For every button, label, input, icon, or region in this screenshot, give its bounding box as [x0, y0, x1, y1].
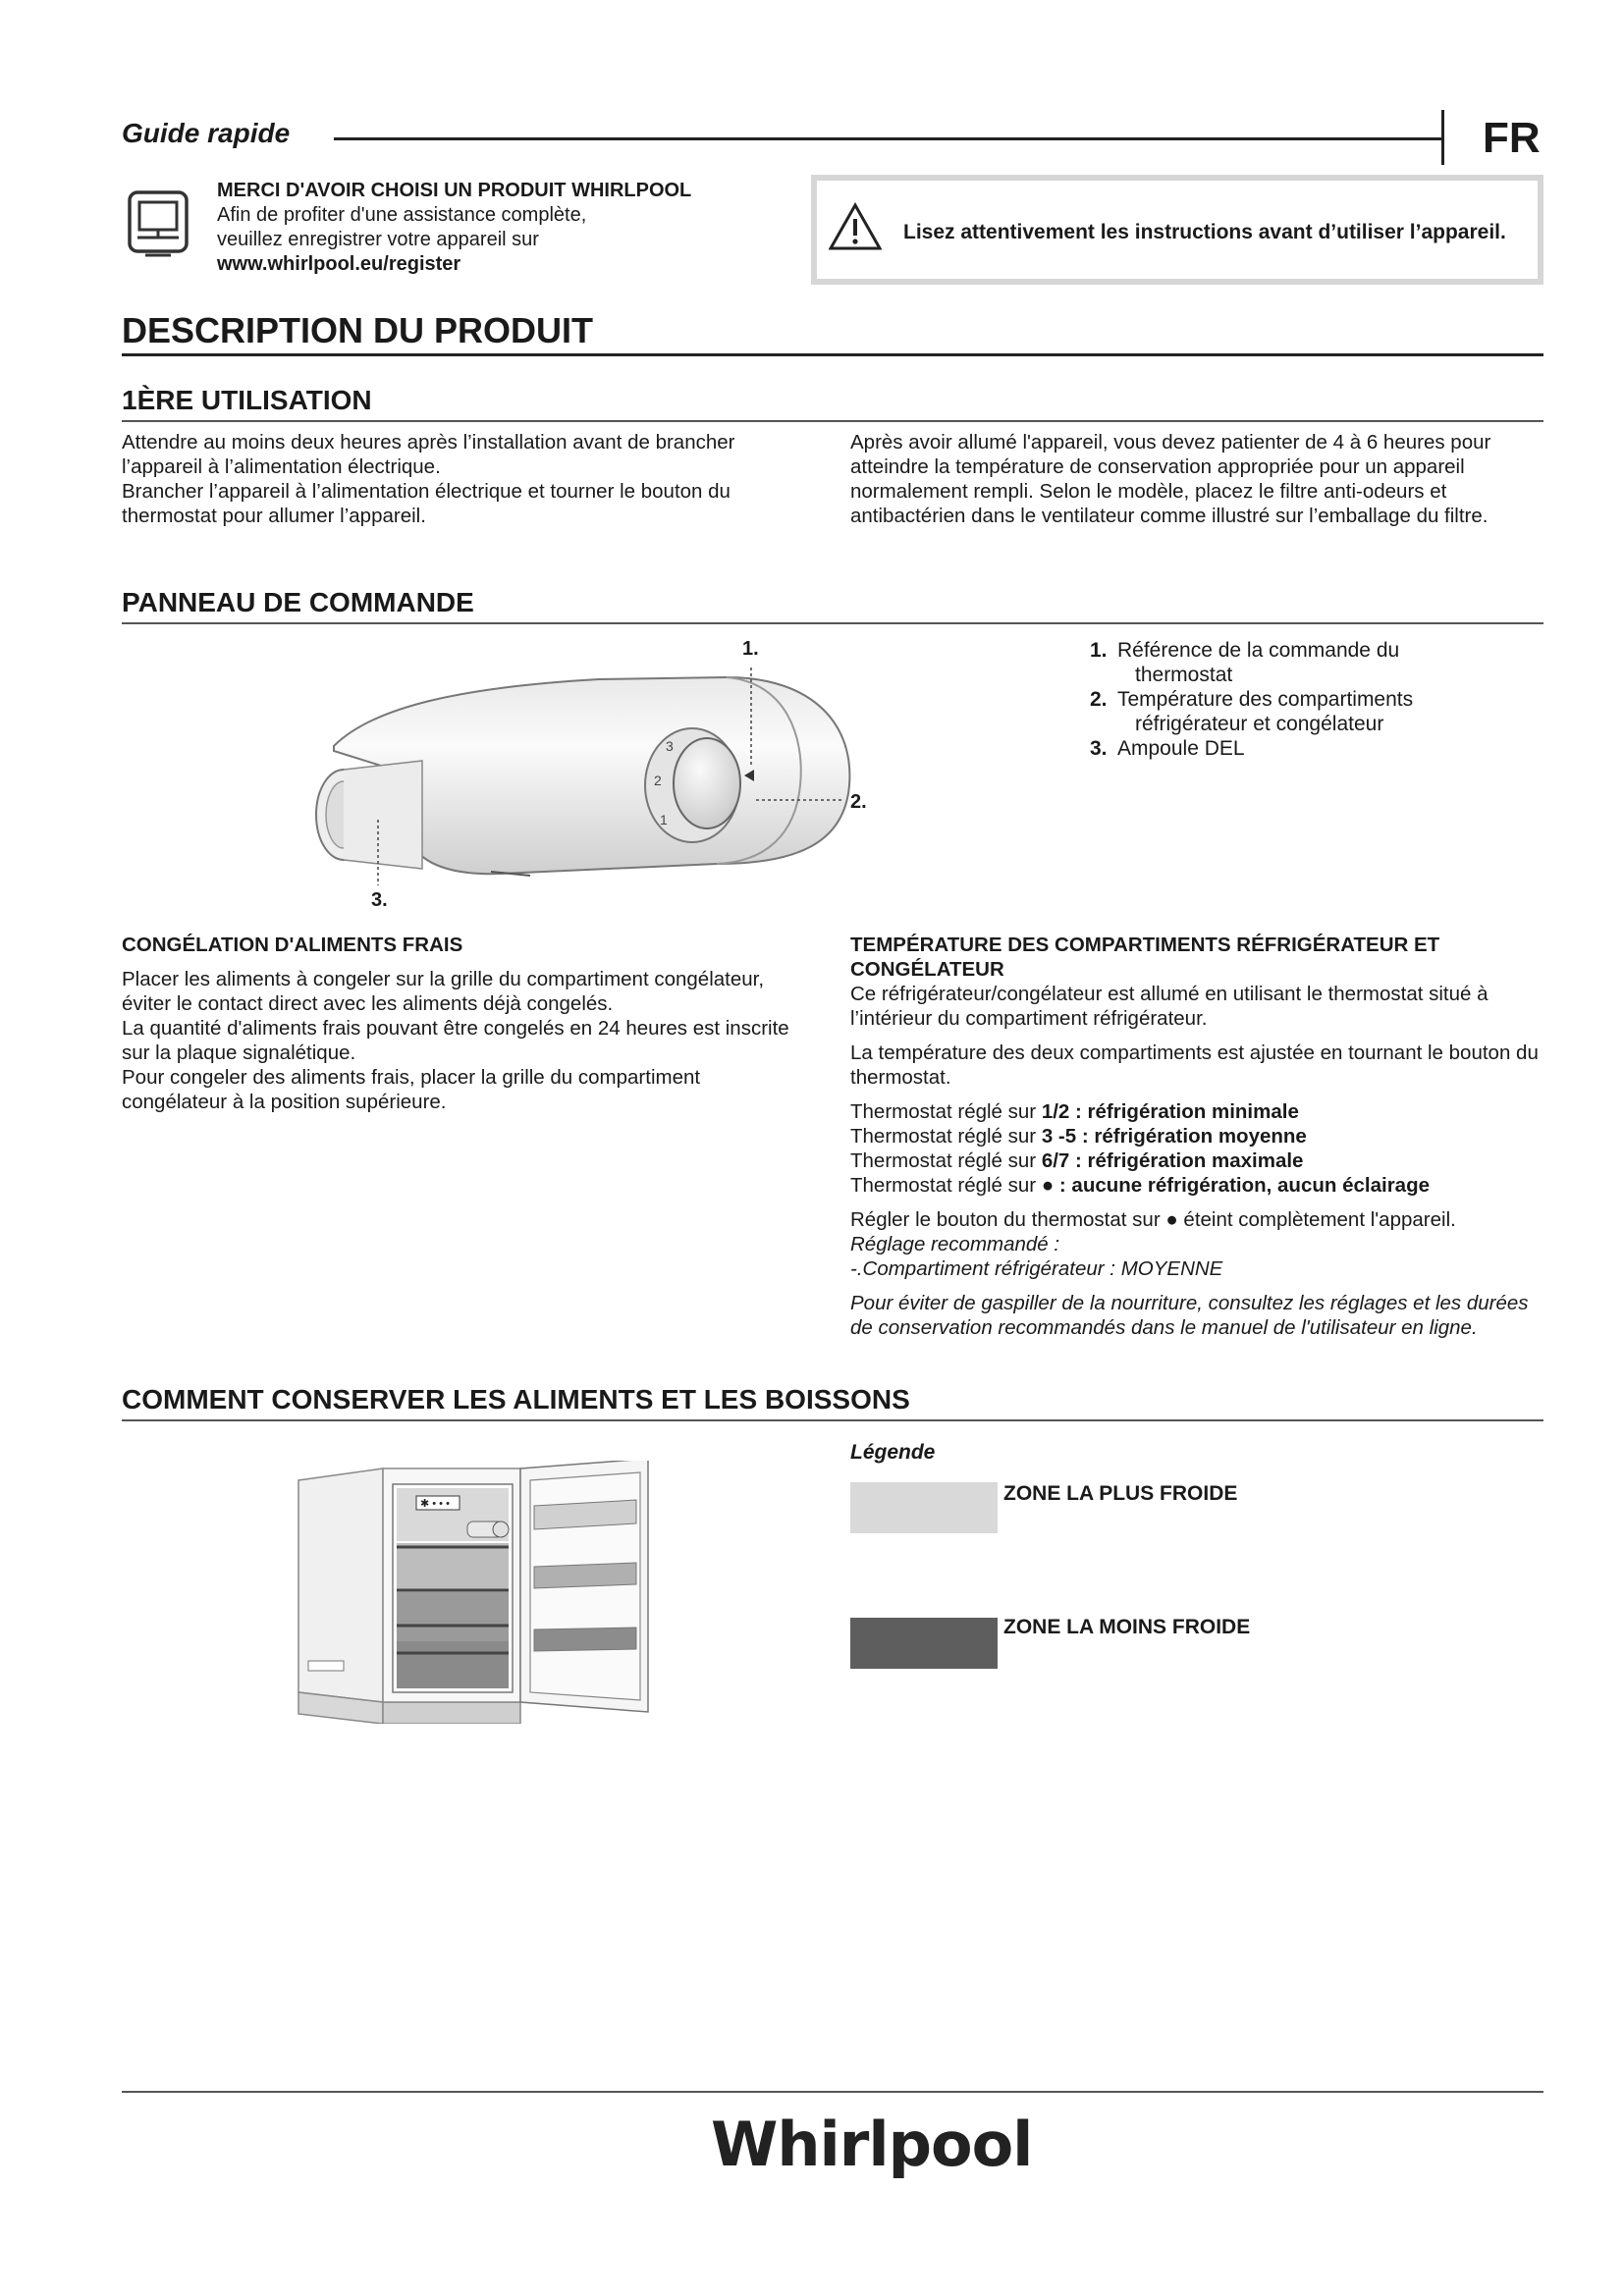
- monitor-icon: [128, 190, 189, 259]
- first-use-left: [122, 430, 809, 528]
- guide-title: Guide rapide: [122, 118, 291, 148]
- register-heading: MERCI D'AVOIR CHOISI UN PRODUIT WHIRLPOOL: [217, 180, 692, 201]
- whirlpool-logo: Whirlpool: [711, 2109, 1033, 2180]
- recommended-setting: Réglage recommandé :: [850, 1233, 1060, 1255]
- setting-1: Thermostat réglé sur 1/2 : réfrigération minimale: [850, 1100, 1299, 1123]
- language-code: FR: [1483, 114, 1541, 162]
- register-line-2: Afin de profiter d'une assistance complète,: [217, 204, 587, 226]
- legend-item-2: 2. Température des compartiments réfrigérateur et congélateur: [1090, 688, 1414, 735]
- temperature-title: TEMPÉRATURE DES COMPARTIMENTS RÉFRIGÉRATEUR ET CONGÉLATEUR: [850, 934, 1440, 981]
- temperature-note: Pour éviter de gaspiller de la nourriture, consultez les réglages et les durées de conservation recommandés dans le manuel de l'utilisateur en ligne.: [850, 1292, 1529, 1339]
- temperature-p2: La température des deux compartiments est ajustée en tournant le bouton du thermostat.: [850, 1041, 1539, 1089]
- description-rule: [122, 353, 1543, 356]
- temperature-p3: Régler le bouton du thermostat sur ● éteint complètement l'appareil.: [850, 1208, 1456, 1231]
- first-use-left-p2: Brancher l’appareil à l’alimentation électrique et tourner le bouton du thermostat pour allumer l’appareil.: [122, 480, 731, 527]
- register-line-3: veuillez enregistrer votre appareil sur: [217, 229, 539, 250]
- setting-2: Thermostat réglé sur 3 -5 : réfrigération moyenne: [850, 1125, 1307, 1148]
- first-use-rule: [122, 420, 1543, 422]
- control-panel-title: PANNEAU DE COMMANDE: [122, 587, 474, 617]
- coldest-zone-label: ZONE LA PLUS FROIDE: [1003, 1482, 1238, 1505]
- callout-2: 2.: [850, 791, 867, 813]
- header-rule: [334, 137, 1441, 140]
- least-cold-zone-swatch: [850, 1618, 998, 1669]
- setting-3: Thermostat réglé sur 6/7 : réfrigération maximale: [850, 1149, 1304, 1172]
- storage-title: COMMENT CONSERVER LES ALIMENTS ET LES BOISSONS: [122, 1384, 910, 1415]
- first-use-title: 1ÈRE UTILISATION: [122, 385, 372, 415]
- first-use-left-p1: Attendre au moins deux heures après l’installation avant de brancher l’appareil à l’alimentation électrique.: [122, 431, 735, 478]
- storage-rule: [122, 1419, 1543, 1421]
- footer-rule: [122, 2091, 1543, 2093]
- callout-1: 1.: [742, 638, 759, 660]
- warning-box: [811, 175, 1543, 285]
- warning-text: Lisez attentivement les instructions avant d’utiliser l’appareil.: [903, 221, 1506, 243]
- control-panel-illustration: [304, 628, 893, 923]
- temperature-p1: Ce réfrigérateur/congélateur est allumé en utilisant le thermostat situé à l’intérieur du compartiment réfrigérateur.: [850, 983, 1489, 1030]
- fridge-illustration: [295, 1461, 658, 1724]
- callout-3: 3.: [371, 889, 388, 911]
- control-panel-rule: [122, 622, 1543, 624]
- temperature-section: [850, 933, 1543, 1340]
- knob-mark-3: 3: [666, 738, 674, 754]
- register-text: [217, 179, 767, 277]
- header-divider: [1441, 110, 1444, 165]
- freezing-p3: Pour congeler des aliments frais, placer la grille du compartiment congélateur à la position supérieure.: [122, 1066, 701, 1113]
- legend-item-1: 1. Référence de la commande du thermostat: [1090, 639, 1400, 686]
- least-cold-zone-label: ZONE LA MOINS FROIDE: [1003, 1616, 1251, 1638]
- legend-item-3: 3. Ampoule DEL: [1090, 737, 1245, 760]
- freezing-title: CONGÉLATION D'ALIMENTS FRAIS: [122, 934, 463, 956]
- knob-mark-2: 2: [654, 773, 662, 788]
- warning-icon: [829, 202, 882, 251]
- description-title: DESCRIPTION DU PRODUIT: [122, 310, 594, 350]
- legend-title: Légende: [850, 1441, 936, 1464]
- setting-4: Thermostat réglé sur ● : aucune réfrigération, aucun éclairage: [850, 1174, 1430, 1197]
- recommended-value: -.Compartiment réfrigérateur : MOYENNE: [850, 1257, 1223, 1280]
- freezing-section: [122, 933, 809, 1114]
- register-url-link[interactable]: www.whirlpool.eu/register: [217, 253, 461, 275]
- control-panel-legend: [1090, 638, 1542, 761]
- knob-mark-1: 1: [660, 812, 668, 828]
- first-use-right: Après avoir allumé l'appareil, vous devez patienter de 4 à 6 heures pour atteindre la température de conservation appropriée pour un appareil normalement rempli. Selon le modèle, placez le filtre anti-odeurs et antibactérien dans le ventilateur comme illustré sur l’emballage du filtre.: [850, 431, 1491, 527]
- freezing-p1: Placer les aliments à congeler sur la grille du compartiment congélateur, éviter le contact direct avec les aliments déjà congelés.: [122, 968, 765, 1015]
- freezing-p2: La quantité d'aliments frais pouvant être congelés en 24 heures est inscrite sur la plaque signalétique.: [122, 1017, 789, 1064]
- svg-text:✱ • • •: ✱ • • •: [420, 1498, 450, 1510]
- coldest-zone-swatch: [850, 1482, 998, 1533]
